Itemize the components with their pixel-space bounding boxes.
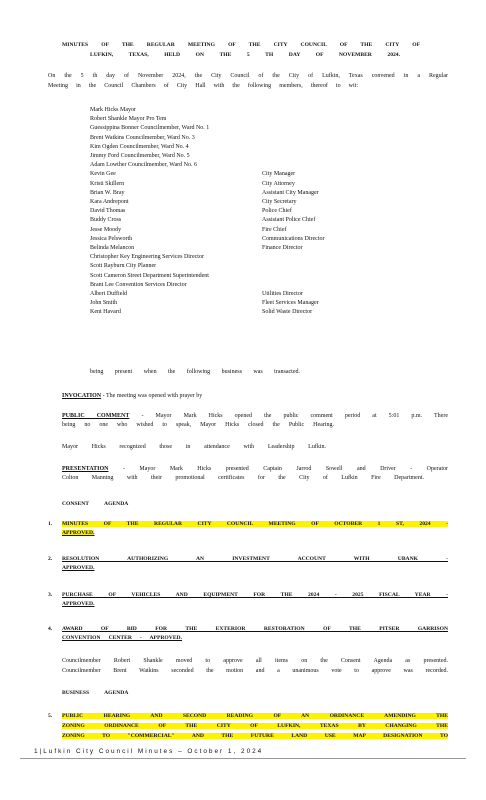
item-3-number: 3. [48, 592, 53, 598]
item-4-line-2: CONVENTION CENTER - APPROVED. [62, 635, 182, 641]
attendee-name: Mark Hicks Mayor [90, 107, 136, 113]
presentation-label: PRESENTATION [62, 466, 109, 472]
attendee-name: Christopher Key Engineering Services Director [90, 254, 204, 261]
attendee-name: Kara Andrepont [90, 199, 129, 205]
item-1-line-1: MINUTES OF THE REGULAR CITY COUNCIL MEETING OF OCTOBER 1 ST, 2024 - [62, 521, 448, 527]
page-footer [34, 748, 263, 755]
public-comment-line-1: PUBLIC COMMENT - Mayor Mark Hicks opened the public comment period at 5:01 p.m. There [62, 413, 449, 419]
attendee-name: Albert Duffield [90, 291, 128, 297]
footer-rule [20, 758, 466, 759]
attendee-name: Brent Watkins Councilmember, Ward No. 3 [90, 134, 195, 141]
attendee-name: Kent Havard [90, 309, 121, 316]
attendee-name: Kristi Skillern [90, 180, 125, 187]
item-5-number: 5. [48, 713, 53, 719]
attendee-name: Scott Rayburn City Planner [90, 263, 157, 270]
intro-line-2: Meeting in the Council Chambers of City Hall with the following members, thereof to wit: [48, 83, 358, 89]
attendee-name: Jessica Pelsworth [90, 235, 133, 242]
attendee-name: Brant Lee Convention Services Director [90, 281, 187, 288]
attendee-name: Buddy Cross [90, 217, 122, 224]
attendee-title: Fire Chief [262, 226, 287, 233]
attendee-title: Fleet Services Manager [262, 300, 319, 307]
title-line-2: LUFKIN, TEXAS, HELD ON THE 5 TH DAY OF NOVEMBER 2024. [90, 52, 400, 58]
attendee-name: Belinda Melancon [90, 245, 135, 251]
attendee-name: John Smith [90, 300, 118, 307]
item-5-line-2: ZONING ORDINANCE OF THE CITY OF LUFKIN, TEXAS BY CHANGING THE [62, 723, 448, 729]
item-3-line-2: APPROVED. [62, 601, 95, 607]
motion-line-1: Councilmember Robert Shankle moved to approve all items on the Consent Agenda as presented. [62, 658, 448, 664]
item-2-line-2: APPROVED. [62, 565, 95, 571]
attendee-title: City Secretary [262, 199, 297, 205]
attendee-title: Utilities Director [262, 291, 303, 297]
invocation-text: - The meeting was opened with prayer by [101, 393, 203, 399]
attendee-title: Police Chief [262, 208, 292, 215]
intro-line-1: On the 5 th day of November 2024, the City Council of the City of Lufkin, Texas convened in a Regular [48, 73, 448, 79]
invocation-paragraph [62, 393, 202, 399]
public-comment-line-2: being no one who wished to speak, Mayor Hicks closed the Public Hearing. [62, 422, 334, 428]
attendee-name: Kim Ogden Councilmember, Ward No. 4 [90, 143, 189, 150]
attendee-title: Finance Director [262, 245, 303, 251]
attendee-title: Communications Director [262, 235, 325, 242]
attendee-name: David Thomas [90, 208, 126, 215]
item-3-line-1: PURCHASE OF VEHICLES AND EQUIPMENT FOR THE 2024 - 2025 FISCAL YEAR - [62, 592, 448, 598]
item-2-line-1: RESOLUTION AUTHORIZING AN INVESTMENT ACCOUNT WITH UBANK - [62, 556, 448, 562]
attendee-title: Solid Waste Director [262, 309, 313, 316]
item-5-line-1: PUBLIC HEARING AND SECOND READING OF AN ORDINANCE AMENDING THE [62, 713, 448, 719]
consent-agenda-heading: CONSENT AGENDA [62, 501, 129, 507]
item-1-number: 1. [48, 521, 53, 527]
item-1-line-2: APPROVED. [62, 530, 95, 536]
attendee-title: Assistant Police Chief [262, 217, 316, 224]
motion-line-2: Councilmember Brent Watkins seconded the motion and a unanimous vote to approve was recorded. [62, 668, 448, 674]
page-number: 1 [34, 748, 40, 755]
attendee-name: Brian W. Bray [90, 189, 125, 196]
attendee-title: City Manager [262, 171, 296, 178]
presentation-line-2: Colton Manning with their promotional certificates for the City of Lufkin Fire Department. [62, 475, 424, 481]
attendee-name: Jimmy Ford Councilmember, Ward No. 5 [90, 153, 190, 159]
item-5-line-3: ZONING TO "COMMERCIAL" AND THE FUTURE LAND USE MAP DESIGNATION TO [62, 733, 448, 739]
item-4-line-1: AWARD OF BID FOR THE EXTERIOR RESTORATION OF THE PITSER GARRISON [62, 626, 448, 632]
recognition-line: Mayor Hicks recognized those in attendance with Leadership Lufkin. [62, 444, 326, 450]
item-4-number: 4. [48, 626, 53, 632]
public-comment-label: PUBLIC COMMENT [62, 413, 130, 419]
attendee-name: Scott Cameron Street Department Superintendent [90, 272, 209, 279]
present-line: being present when the following business was transacted. [90, 369, 300, 375]
title-line-1: MINUTES OF THE REGULAR MEETING OF THE CITY COUNCIL OF THE CITY OF [62, 42, 420, 48]
footer-text: |Lufkin City Council Minutes – October 1, 2024 [39, 748, 264, 755]
attendee-name: Robert Shankle Mayor Pro Tem [90, 116, 167, 123]
attendee-name: Adam Lowther Councilmember, Ward No. 6 [90, 162, 197, 169]
attendee-name: Guessippina Bonner Councilmember, Ward No. 1 [90, 125, 210, 132]
attendee-name: Kevin Gee [90, 171, 116, 178]
attendee-name: Jesse Moody [90, 226, 122, 233]
item-2-number: 2. [48, 556, 53, 562]
invocation-label: INVOCATION [62, 393, 102, 399]
business-agenda-heading: BUSINESS AGENDA [62, 690, 129, 696]
presentation-line-1: PRESENTATION - Mayor Mark Hicks presented Captain Jarrod Sowell and Driver - Operator [62, 466, 448, 472]
attendee-title: City Attorney [262, 180, 295, 187]
attendee-title: Assistant City Manager [262, 189, 319, 196]
